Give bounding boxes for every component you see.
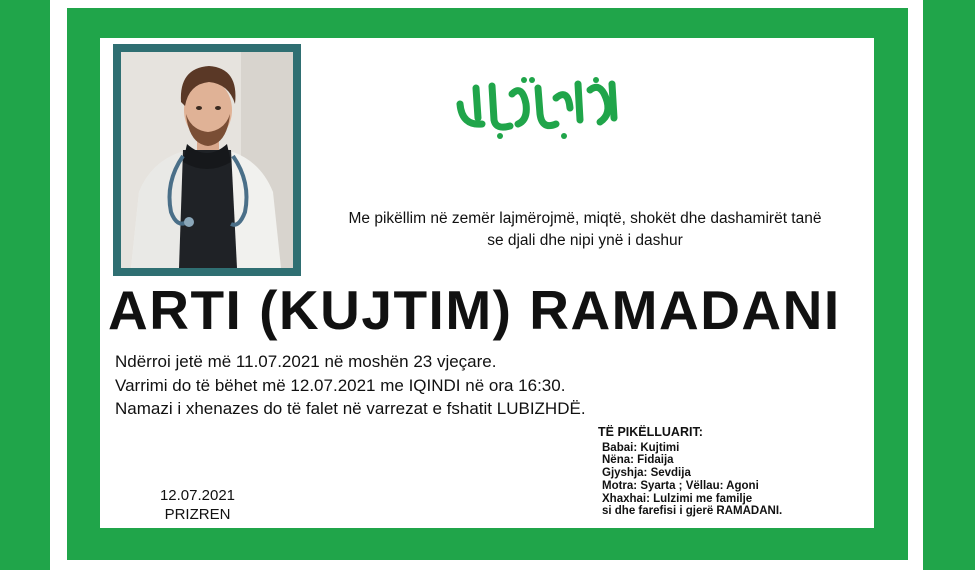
mourner-line: si dhe farefisi i gjerë RAMADANI. [602, 505, 783, 518]
deceased-name: ARTI (KUJTIM) RAMADANI [108, 279, 841, 341]
details-line-2: Varrimi do të bëhet më 12.07.2021 me IQINDI në ora 16:30. [115, 375, 566, 395]
footer-date: 12.07.2021 [159, 487, 236, 504]
date-place-footer [140, 486, 255, 524]
mourner-line: Xhaxhai: Lulzimi me familje [602, 492, 753, 505]
details-line-1: Ndërroi jetë më 11.07.2021 në moshën 23 vjeçare. [115, 352, 497, 371]
details-line-3: Namazi i xhenazes do të falet në varrezat e fshatit LUBIZHDË. [115, 399, 586, 418]
mourner-line: Babai: Kujtimi [602, 441, 680, 454]
announcement-intro [300, 208, 870, 252]
footer-place: PRIZREN [164, 506, 231, 523]
mourner-line: Gjyshja: Sevdija [602, 467, 691, 480]
mourners-list [598, 426, 868, 518]
mourners-heading: TË PIKËLLUARIT: [598, 425, 703, 439]
intro-line-1: Me pikëllim në zemër lajmërojmë, miqtë, shokët dhe dashamirët tanë [348, 210, 822, 227]
portrait-photo [121, 52, 293, 268]
portrait-illustration [121, 52, 293, 268]
intro-line-2: se djali dhe nipi ynë i dashur [487, 232, 683, 249]
mourner-line: Nëna: Fidaija [602, 454, 674, 467]
portrait-frame [113, 44, 301, 276]
funeral-details [115, 350, 735, 421]
mourner-line: Motra: Syarta ; Vëllau: Agoni [602, 479, 759, 492]
arabic-calligraphy-icon [452, 74, 622, 142]
